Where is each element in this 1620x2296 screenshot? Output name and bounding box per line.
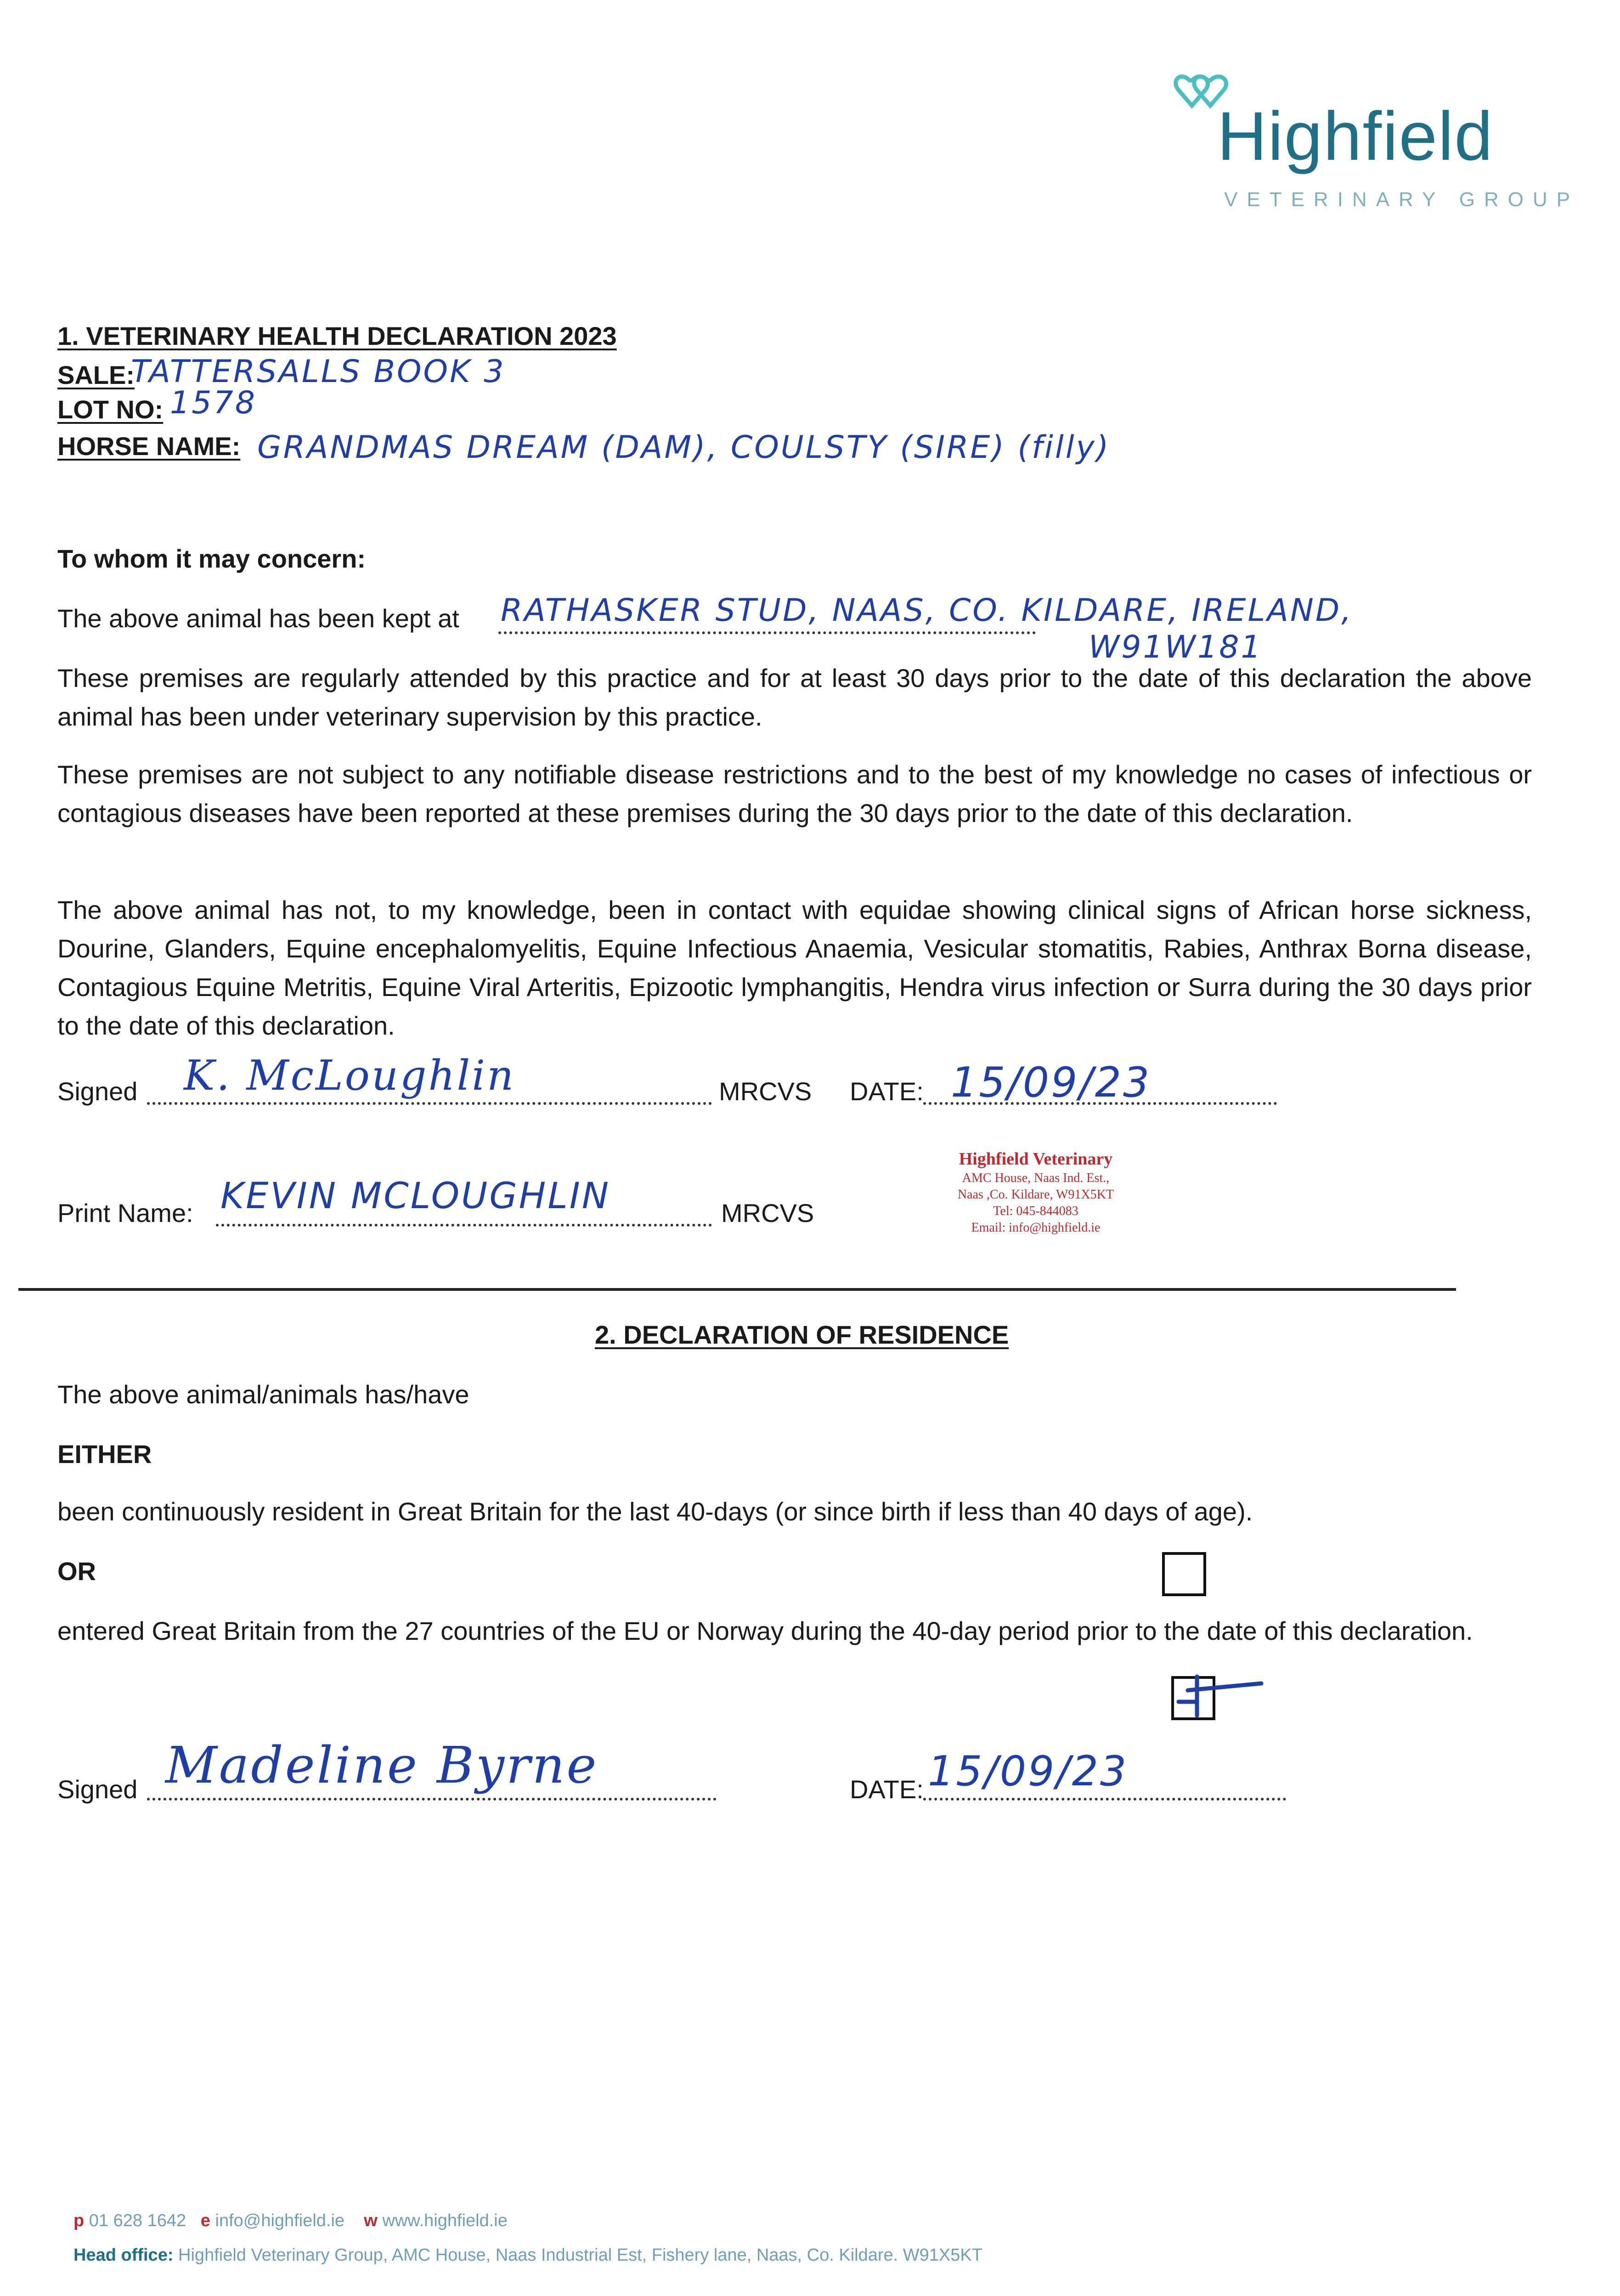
signature-dotted-line [147,1102,712,1105]
footer-phone: 01 628 1642 [89,2211,186,2230]
option1-text: been continuously resident in Great Britain for the last 40-days (or since birth if less than 40 days of age). [57,1497,1253,1526]
footer-contact [73,2211,508,2231]
email-prefix: e [200,2211,210,2230]
section1-title: 1. VETERINARY HEALTH DECLARATION 2023 [57,321,617,350]
either-label: EITHER [57,1440,152,1469]
section-divider [18,1288,1456,1291]
mrcvs-label-1: MRCVS [719,1077,812,1106]
sale-value: TATTERSALLS BOOK 3 [131,354,506,390]
footer-head-office [73,2245,982,2265]
stamp-line-5: Email: info@highfield.ie [971,1221,1101,1235]
kept-at-label: The above animal has been kept at [57,604,459,633]
stamp-line-4: Tel: 045-844083 [993,1204,1078,1218]
horse-name-label: HORSE NAME: [57,432,241,461]
or-label: OR [57,1557,96,1586]
signed-label: Signed [57,1077,138,1106]
owner-signed-label: Signed [57,1775,138,1804]
print-name-value: KEVIN MCLOUGHLIN [220,1176,611,1217]
practice-stamp [914,1148,1157,1236]
print-name-dotted-line [216,1224,712,1227]
checkbox-mark-icon [1169,1665,1270,1729]
mrcvs-label-2: MRCVS [721,1199,814,1227]
owner-signature-dotted-line [147,1798,717,1801]
section2-title: 2. DECLARATION OF RESIDENCE [595,1320,1009,1349]
date-label-1: DATE: [850,1077,924,1106]
phone-prefix: p [73,2211,85,2230]
vet-signature: K. McLoughlin [184,1052,516,1100]
eircode-value: W91W181 [1089,629,1263,665]
head-office-address: Highfield Veterinary Group, AMC House, Naas Industrial Est, Fishery lane, Naas, Co. Kildare. W91X5KT [178,2245,982,2265]
stamp-line-1: Highfield Veterinary [959,1149,1113,1169]
footer-email[interactable]: info@highfield.ie [215,2211,345,2230]
lot-value: 1578 [170,385,257,421]
owner-signature: Madeline Byrne [165,1736,598,1795]
head-office-label: Head office: [73,2245,174,2265]
date-value-1: 15/09/23 [951,1058,1151,1107]
owner-date-label: DATE: [850,1775,924,1804]
sale-label: SALE: [57,360,135,389]
print-name-label: Print Name: [57,1199,193,1227]
paragraph-no-contact: The above animal has not, to my knowledge, been in contact with equidae showing clinical signs of African horse sickness, Dourine, Glanders, Equine encephalomyelitis, Equine Infectious Anaemia, Vesicular stomatitis, Rabies, Anthrax Borna disease, Contagious Equine Metritis, Equine Viral Arteritis, Epizootic lymphangitis, Hendra virus infection or Surra during the 30 days prior to the date of this declaration. [57,895,1532,1040]
section2-intro: The above animal/animals has/have [57,1380,469,1409]
paragraph-supervision: These premises are regularly attended by this practice and for at least 30 days prior to the date of this declaration the above animal has been under veterinary supervision by this practice. [57,664,1532,731]
horse-name-value: GRANDMAS DREAM (DAM), COULSTY (SIRE) (filly) [257,429,1111,466]
logo-name: Highfield [1217,97,1494,174]
option2-text: entered Great Britain from the 27 countries of the EU or Norway during the 40-day period prior to the date of this declaration. [57,1616,1473,1645]
company-logo [1171,69,1580,225]
checkbox-resident-gb[interactable] [1162,1552,1206,1596]
lot-label: LOT NO: [57,395,164,424]
web-prefix: w [364,2211,378,2230]
salutation: To whom it may concern: [57,544,366,573]
owner-date-dotted-line [923,1798,1286,1801]
kept-at-dotted-line [498,631,1036,634]
logo-subtitle: VETERINARY GROUP [1224,188,1580,211]
footer-website[interactable]: www.highfield.ie [382,2211,508,2230]
stamp-line-2: AMC House, Naas Ind. Est., [962,1171,1110,1185]
checkbox-entered-gb[interactable] [1171,1676,1215,1720]
kept-at-value: RATHASKER STUD, NAAS, CO. KILDARE, IRELAND, [501,592,1353,629]
paragraph-no-restrictions: These premises are not subject to any notifiable disease restrictions and to the best of my knowledge no cases of infectious or contagious diseases have been reported at these premises during the 30 days prior to the date of this declaration. [57,760,1532,827]
owner-date-value: 15/09/23 [928,1747,1129,1795]
stamp-line-3: Naas ,Co. Kildare, W91X5KT [957,1187,1114,1202]
